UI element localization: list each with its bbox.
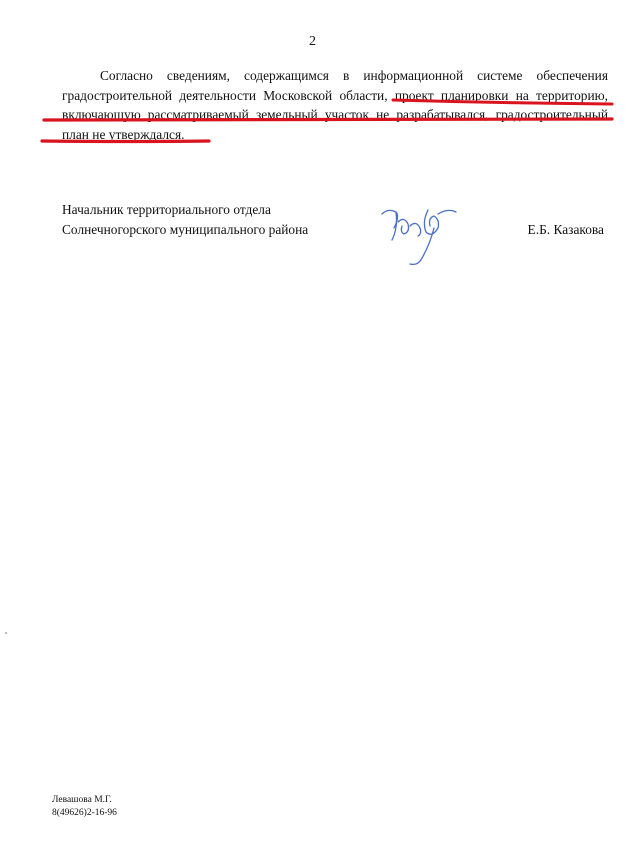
signatory-title-line-2: Солнечногорского муниципального района (62, 221, 309, 237)
signatory-name: Е.Б. Казакова (527, 222, 604, 237)
body-paragraph (62, 66, 608, 144)
executor-footer (52, 794, 117, 820)
scan-speck (5, 632, 7, 634)
handwritten-signature (378, 198, 464, 272)
body-line-3: включающую рассматриваемый земельный участок не разрабатывался, градостроительный (62, 107, 608, 122)
body-line-1: Согласно сведениям, содержащимся в информационной системе обеспечения (100, 68, 608, 83)
signatory-title (62, 200, 308, 239)
executor-phone: 8(49626)2-16-96 (52, 808, 117, 818)
body-line-4: план не утверждался. (62, 126, 185, 142)
page-number: 2 (309, 34, 316, 49)
signatory-title-line-1: Начальник территориального отдела (62, 202, 271, 217)
executor-name: Левашова М.Г. (52, 795, 112, 805)
body-line-2: градостроительной деятельности Московской области, проект планировки на территорию, (62, 87, 608, 103)
